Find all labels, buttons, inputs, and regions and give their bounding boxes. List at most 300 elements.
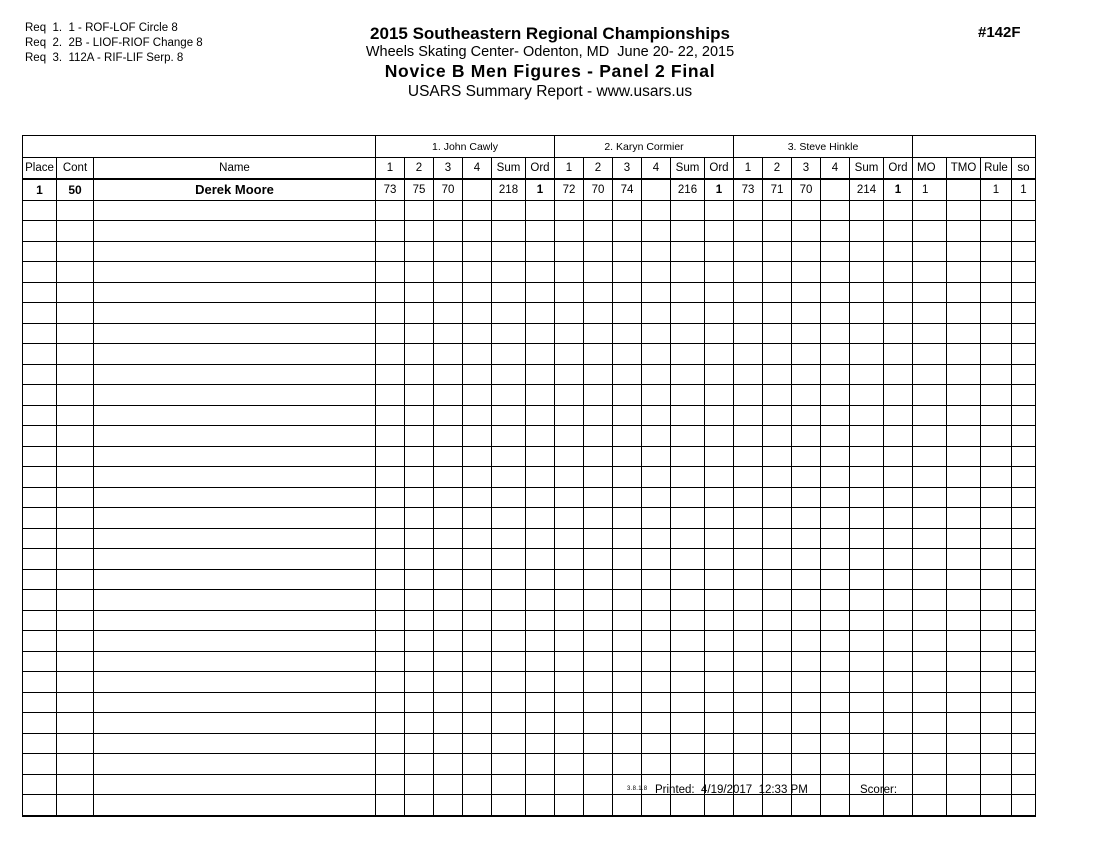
- ord-cell: [526, 528, 555, 549]
- score-cell: [642, 590, 671, 611]
- score-cell: [763, 364, 792, 385]
- place-cell: [23, 610, 57, 631]
- score-cell: [613, 651, 642, 672]
- cont-cell: [57, 282, 94, 303]
- cont-cell: [57, 364, 94, 385]
- score-cell: [763, 344, 792, 365]
- place-cell: [23, 467, 57, 488]
- cont-cell: [57, 692, 94, 713]
- score-cell: [734, 631, 763, 652]
- score-cell: [434, 467, 463, 488]
- ord-cell: [705, 569, 734, 590]
- score-cell: [584, 733, 613, 754]
- judges-header-row: [23, 136, 1036, 158]
- tmo-cell: [947, 692, 981, 713]
- place-cell: 1: [23, 179, 57, 200]
- empty-row: [23, 528, 1036, 549]
- score-cell: [642, 713, 671, 734]
- score-cell: [405, 200, 434, 221]
- ord-cell: [705, 651, 734, 672]
- score-cell: [734, 241, 763, 262]
- score-cell: [463, 590, 492, 611]
- score-cell: [763, 610, 792, 631]
- score-cell: [763, 446, 792, 467]
- score-cell: [792, 651, 821, 672]
- name-cell: [94, 549, 376, 570]
- sum-cell: [492, 221, 526, 242]
- score-cell: [821, 610, 850, 631]
- score-cell: [763, 590, 792, 611]
- place-cell: [23, 590, 57, 611]
- sum-cell: [671, 590, 705, 611]
- score-cell: [613, 754, 642, 775]
- sum-cell: [850, 303, 884, 324]
- ord-cell: [526, 631, 555, 652]
- name-cell: [94, 508, 376, 529]
- name-cell: [94, 426, 376, 447]
- score-cell: [376, 713, 405, 734]
- score-cell: [584, 364, 613, 385]
- figure-col-header: 3: [613, 158, 642, 180]
- score-cell: [555, 303, 584, 324]
- sum-cell: 218: [492, 179, 526, 200]
- ord-cell: [526, 467, 555, 488]
- name-header: Name: [94, 158, 376, 180]
- score-cell: [584, 487, 613, 508]
- cont-cell: [57, 549, 94, 570]
- score-cell: [792, 610, 821, 631]
- score-cell: [642, 241, 671, 262]
- cont-cell: [57, 262, 94, 283]
- sum-cell: [850, 713, 884, 734]
- sum-cell: [671, 221, 705, 242]
- sum-cell: [671, 303, 705, 324]
- mo-cell: [913, 487, 947, 508]
- score-cell: [555, 241, 584, 262]
- so-cell: [1012, 426, 1036, 447]
- mo-cell: [913, 262, 947, 283]
- ord-cell: [705, 262, 734, 283]
- ord-cell: [884, 323, 913, 344]
- score-cell: [734, 446, 763, 467]
- sum-cell: [492, 774, 526, 795]
- empty-row: [23, 631, 1036, 652]
- place-cell: [23, 282, 57, 303]
- score-cell: [463, 774, 492, 795]
- score-cell: [463, 426, 492, 447]
- score-cell: [434, 262, 463, 283]
- score-cell: [763, 508, 792, 529]
- mo-cell: [913, 344, 947, 365]
- place-cell: [23, 323, 57, 344]
- rule-cell: [981, 610, 1012, 631]
- score-cell: [734, 528, 763, 549]
- score-cell: [821, 590, 850, 611]
- score-cell: [584, 549, 613, 570]
- ord-cell: [526, 610, 555, 631]
- mo-cell: [913, 282, 947, 303]
- score-cell: [463, 549, 492, 570]
- place-cell: [23, 405, 57, 426]
- score-cell: [792, 528, 821, 549]
- tmo-cell: [947, 364, 981, 385]
- place-cell: [23, 774, 57, 795]
- tmo-cell: [947, 508, 981, 529]
- score-cell: [821, 200, 850, 221]
- score-cell: [405, 692, 434, 713]
- cont-cell: [57, 733, 94, 754]
- score-cell: [642, 200, 671, 221]
- score-cell: [763, 549, 792, 570]
- empty-row: [23, 303, 1036, 324]
- score-cell: [613, 508, 642, 529]
- score-cell: [555, 754, 584, 775]
- score-cell: [376, 631, 405, 652]
- ord-cell: 1: [526, 179, 555, 200]
- so-cell: [1012, 692, 1036, 713]
- sum-cell: [850, 610, 884, 631]
- score-cell: [434, 528, 463, 549]
- mo-cell: [913, 569, 947, 590]
- sum-cell: [850, 508, 884, 529]
- score-cell: [734, 713, 763, 734]
- score-cell: [821, 364, 850, 385]
- rule-cell: [981, 426, 1012, 447]
- tmo-cell: [947, 651, 981, 672]
- sum-cell: [671, 733, 705, 754]
- score-cell: [376, 672, 405, 693]
- score-cell: [405, 610, 434, 631]
- sum-cell: [850, 795, 884, 816]
- figure-col-header: 4: [642, 158, 671, 180]
- event-title: 2015 Southeastern Regional Championships: [370, 24, 730, 43]
- so-cell: [1012, 672, 1036, 693]
- score-cell: [463, 405, 492, 426]
- score-cell: [763, 651, 792, 672]
- score-cell: [792, 508, 821, 529]
- name-cell: [94, 467, 376, 488]
- score-cell: [584, 426, 613, 447]
- name-cell: [94, 364, 376, 385]
- ord-cell: [705, 385, 734, 406]
- score-cell: [642, 631, 671, 652]
- score-cell: [792, 221, 821, 242]
- name-cell: [94, 610, 376, 631]
- score-cell: [763, 631, 792, 652]
- score-cell: [763, 528, 792, 549]
- place-cell: [23, 364, 57, 385]
- figure-col-header: 1: [376, 158, 405, 180]
- cont-header: Cont: [57, 158, 94, 180]
- score-cell: [434, 426, 463, 447]
- column-header-row: [23, 158, 1036, 180]
- score-cell: [642, 179, 671, 200]
- score-cell: [821, 528, 850, 549]
- score-cell: [792, 426, 821, 447]
- rule-cell: [981, 344, 1012, 365]
- score-cell: [642, 282, 671, 303]
- tmo-cell: [947, 467, 981, 488]
- ord-header: Ord: [526, 158, 555, 180]
- cont-cell: [57, 241, 94, 262]
- cont-cell: [57, 528, 94, 549]
- name-cell: [94, 733, 376, 754]
- score-cell: [376, 221, 405, 242]
- rule-cell: [981, 692, 1012, 713]
- score-cell: [821, 651, 850, 672]
- ord-cell: [884, 344, 913, 365]
- score-cell: [613, 528, 642, 549]
- rule-cell: [981, 508, 1012, 529]
- score-cell: [555, 549, 584, 570]
- sum-cell: [492, 426, 526, 447]
- score-cell: [584, 323, 613, 344]
- sum-cell: [492, 631, 526, 652]
- score-cell: [821, 549, 850, 570]
- tmo-cell: [947, 241, 981, 262]
- rule-cell: [981, 405, 1012, 426]
- sum-cell: [850, 467, 884, 488]
- score-cell: [405, 549, 434, 570]
- score-cell: [642, 569, 671, 590]
- empty-row: [23, 754, 1036, 775]
- place-cell: [23, 528, 57, 549]
- ord-cell: [884, 385, 913, 406]
- score-cell: [434, 487, 463, 508]
- result-row: [23, 179, 1036, 200]
- place-cell: [23, 569, 57, 590]
- score-cell: [463, 692, 492, 713]
- score-cell: [613, 590, 642, 611]
- sum-cell: [850, 528, 884, 549]
- score-cell: [613, 262, 642, 283]
- score-cell: [763, 262, 792, 283]
- cont-cell: [57, 713, 94, 734]
- empty-row: [23, 610, 1036, 631]
- tmo-cell: [947, 631, 981, 652]
- rule-cell: [981, 221, 1012, 242]
- so-cell: [1012, 364, 1036, 385]
- cont-cell: [57, 385, 94, 406]
- so-cell: [1012, 733, 1036, 754]
- score-cell: [734, 323, 763, 344]
- score-cell: [584, 631, 613, 652]
- score-cell: [463, 221, 492, 242]
- score-cell: [434, 754, 463, 775]
- so-header: so: [1012, 158, 1036, 180]
- ord-cell: [705, 344, 734, 365]
- score-cell: [613, 549, 642, 570]
- score-cell: [555, 282, 584, 303]
- so-cell: [1012, 344, 1036, 365]
- score-cell: [434, 774, 463, 795]
- cont-cell: 50: [57, 179, 94, 200]
- score-cell: [463, 733, 492, 754]
- so-cell: [1012, 651, 1036, 672]
- score-cell: [584, 610, 613, 631]
- sum-cell: [492, 262, 526, 283]
- ord-cell: [526, 364, 555, 385]
- cont-cell: [57, 569, 94, 590]
- mo-cell: [913, 303, 947, 324]
- score-cell: [376, 487, 405, 508]
- score-cell: [734, 672, 763, 693]
- empty-row: [23, 221, 1036, 242]
- so-cell: [1012, 262, 1036, 283]
- ord-cell: [884, 200, 913, 221]
- score-cell: [734, 569, 763, 590]
- score-cell: 72: [555, 179, 584, 200]
- mo-cell: [913, 385, 947, 406]
- score-cell: [792, 569, 821, 590]
- sum-cell: [671, 508, 705, 529]
- name-cell: [94, 528, 376, 549]
- score-cell: [463, 446, 492, 467]
- score-cell: [613, 426, 642, 447]
- sum-cell: [492, 795, 526, 816]
- empty-row: [23, 426, 1036, 447]
- score-cell: [821, 713, 850, 734]
- sum-cell: [492, 590, 526, 611]
- ord-cell: [526, 754, 555, 775]
- score-cell: [642, 426, 671, 447]
- sum-cell: [671, 262, 705, 283]
- score-cell: [734, 549, 763, 570]
- sum-cell: [671, 200, 705, 221]
- mo-cell: [913, 405, 947, 426]
- mo-cell: [913, 200, 947, 221]
- score-cell: [434, 569, 463, 590]
- so-cell: [1012, 549, 1036, 570]
- score-cell: [821, 692, 850, 713]
- score-cell: [613, 631, 642, 652]
- score-cell: [642, 651, 671, 672]
- empty-row: [23, 446, 1036, 467]
- mo-cell: [913, 528, 947, 549]
- empty-row: [23, 795, 1036, 816]
- sum-cell: [492, 467, 526, 488]
- ord-cell: [526, 590, 555, 611]
- score-cell: [763, 467, 792, 488]
- score-cell: [405, 405, 434, 426]
- score-cell: [405, 323, 434, 344]
- ord-cell: [526, 303, 555, 324]
- score-cell: [376, 364, 405, 385]
- place-cell: [23, 754, 57, 775]
- so-cell: [1012, 795, 1036, 816]
- score-cell: [821, 385, 850, 406]
- place-cell: [23, 262, 57, 283]
- score-cell: [376, 610, 405, 631]
- footer-scorer-label: Scorer:: [860, 784, 898, 796]
- score-cell: [555, 405, 584, 426]
- score-cell: [642, 528, 671, 549]
- score-cell: [405, 487, 434, 508]
- place-cell: [23, 713, 57, 734]
- score-cell: [434, 446, 463, 467]
- mo-cell: [913, 672, 947, 693]
- score-cell: [434, 549, 463, 570]
- empty-row: [23, 200, 1036, 221]
- name-cell: [94, 487, 376, 508]
- name-cell: [94, 692, 376, 713]
- score-cell: [642, 262, 671, 283]
- tmo-cell: [947, 446, 981, 467]
- place-cell: [23, 631, 57, 652]
- footer-version: 3.8.1.8: [627, 786, 648, 792]
- score-cell: [555, 590, 584, 611]
- score-cell: [763, 692, 792, 713]
- score-cell: [613, 385, 642, 406]
- sum-cell: [850, 364, 884, 385]
- sum-cell: [671, 323, 705, 344]
- empty-row: [23, 282, 1036, 303]
- rule-cell: [981, 651, 1012, 672]
- rule-cell: [981, 200, 1012, 221]
- score-cell: [463, 179, 492, 200]
- tmo-cell: [947, 221, 981, 242]
- score-cell: [792, 692, 821, 713]
- sum-header: Sum: [671, 158, 705, 180]
- sum-cell: [850, 651, 884, 672]
- so-cell: [1012, 282, 1036, 303]
- score-cell: [434, 200, 463, 221]
- sum-cell: [492, 344, 526, 365]
- ord-cell: 1: [884, 179, 913, 200]
- cont-cell: [57, 774, 94, 795]
- sum-cell: [850, 241, 884, 262]
- report-subtitle: USARS Summary Report - www.usars.us: [407, 83, 693, 100]
- place-cell: [23, 651, 57, 672]
- score-cell: [734, 200, 763, 221]
- tmo-cell: [947, 528, 981, 549]
- score-cell: [792, 385, 821, 406]
- title-block: [0, 24, 1100, 101]
- score-cell: [613, 364, 642, 385]
- score-cell: [376, 549, 405, 570]
- doc-number: #142F: [978, 24, 1021, 41]
- ord-cell: [526, 282, 555, 303]
- score-cell: [642, 405, 671, 426]
- ord-cell: [884, 549, 913, 570]
- score-cell: [405, 221, 434, 242]
- mo-cell: [913, 590, 947, 611]
- tmo-cell: [947, 405, 981, 426]
- ord-cell: [705, 282, 734, 303]
- cont-cell: [57, 221, 94, 242]
- score-cell: [763, 405, 792, 426]
- rule-cell: [981, 795, 1012, 816]
- ord-cell: [884, 221, 913, 242]
- ord-cell: [884, 733, 913, 754]
- sum-cell: [850, 549, 884, 570]
- ord-cell: [705, 323, 734, 344]
- cont-cell: [57, 631, 94, 652]
- score-cell: [821, 344, 850, 365]
- so-cell: [1012, 774, 1036, 795]
- ord-cell: [526, 241, 555, 262]
- so-cell: [1012, 610, 1036, 631]
- ord-cell: [884, 364, 913, 385]
- rule-cell: [981, 467, 1012, 488]
- ord-cell: [705, 528, 734, 549]
- judge-3-header: 3. Steve Hinkle: [734, 136, 913, 158]
- cont-cell: [57, 795, 94, 816]
- score-cell: [405, 672, 434, 693]
- score-cell: [376, 508, 405, 529]
- tmo-cell: [947, 549, 981, 570]
- rule-cell: [981, 446, 1012, 467]
